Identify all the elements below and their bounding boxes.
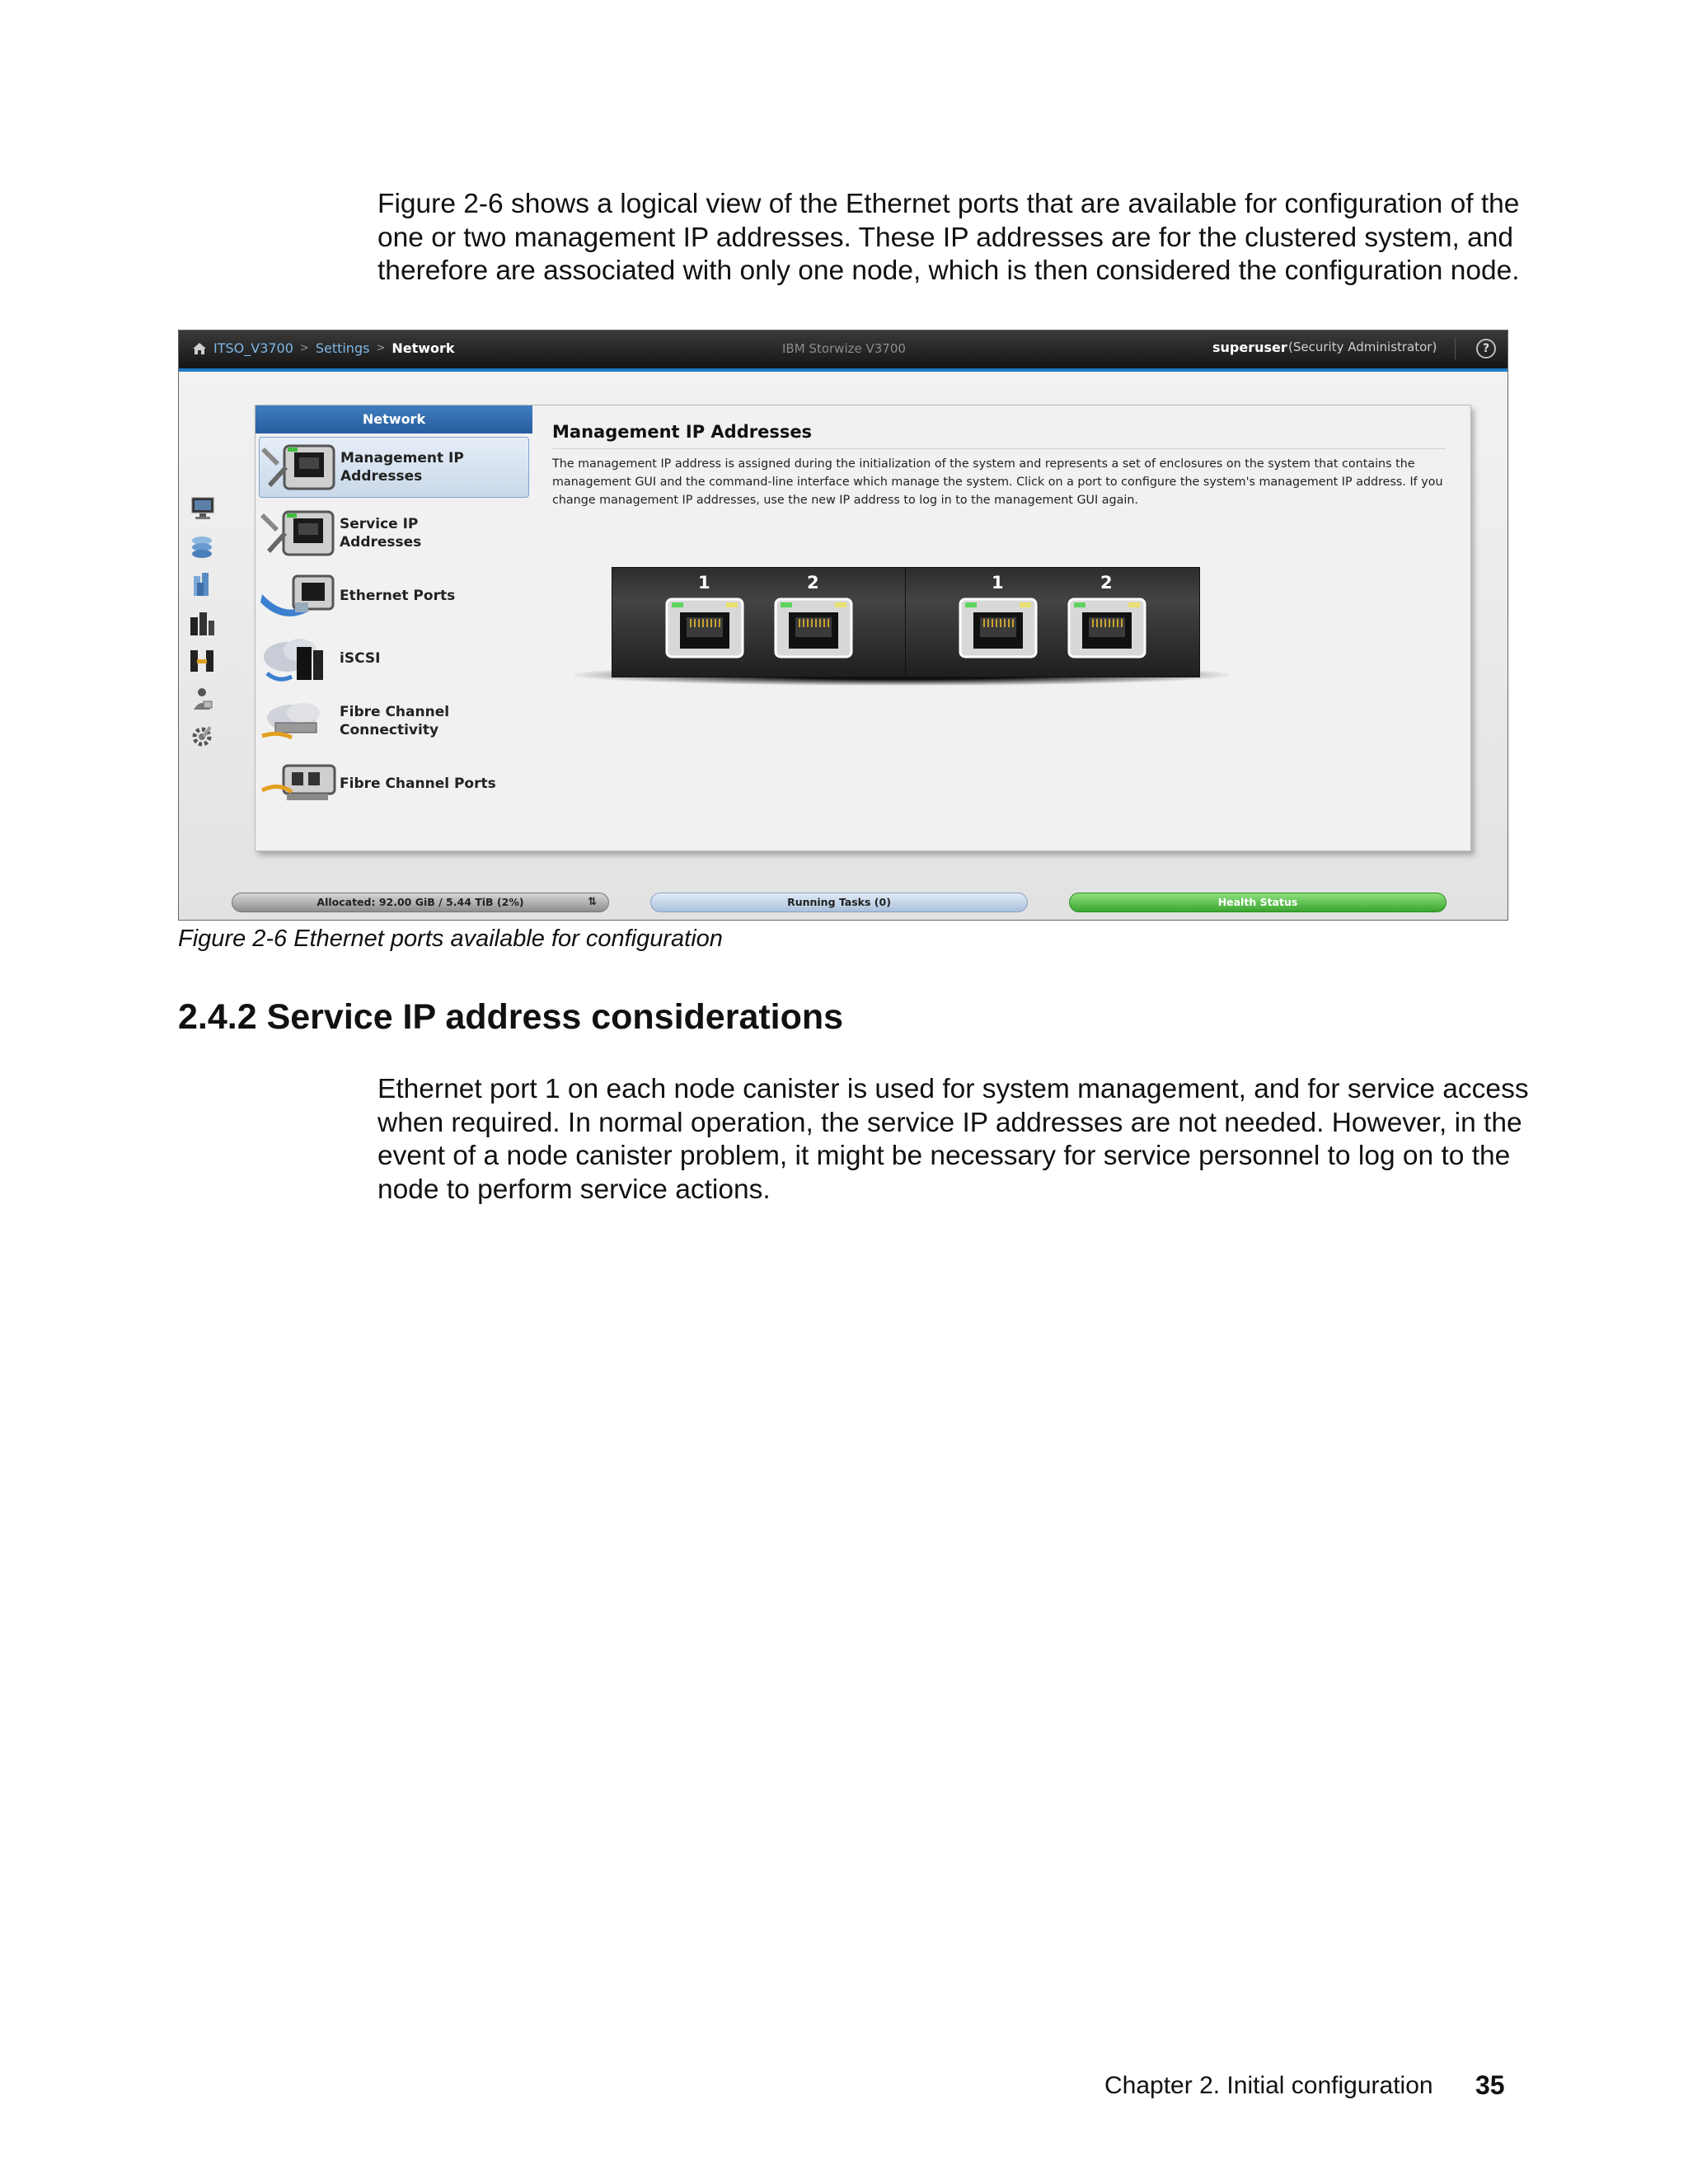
nav-item-management-ip-addresses[interactable] — [259, 437, 529, 498]
content-title: Management IP Addresses — [552, 422, 813, 442]
service-ip-icon — [259, 507, 340, 560]
footer-chapter: Chapter 2. Initial configuration — [1104, 2072, 1433, 2099]
nav-item-service-ip-addresses[interactable] — [259, 503, 529, 564]
pools-icon[interactable] — [187, 533, 217, 561]
nav-label: Ethernet Ports — [340, 588, 456, 604]
nav-label: Service IP Addresses — [340, 516, 422, 551]
content-description: The management IP address is assigned during the initialization of the system and represents a set of enclosures on the system that contains the management GUI and the command-line interface which manage the system. Click on a port to configure the system's management IP address. If you change management IP addresses, use the new IP address to log in to the management GUI again. — [552, 457, 1443, 507]
ethernet-port-icon[interactable] — [665, 598, 744, 658]
settings-icon[interactable] — [187, 723, 217, 751]
product-name: IBM Storwize V3700 — [782, 341, 906, 356]
nav-label: iSCSI — [340, 650, 381, 667]
monitor-icon[interactable] — [187, 495, 217, 523]
nav-label: Management IP Addresses — [340, 450, 464, 485]
nav-label: Fibre Channel Connectivity — [340, 704, 450, 738]
user-name[interactable]: superuser — [1212, 340, 1287, 355]
nav-item-iscsi[interactable] — [259, 628, 529, 689]
toggle-arrows-icon[interactable]: ⇅ — [588, 896, 597, 908]
intro-paragraph: Figure 2-6 shows a logical view of the Ethernet ports that are available for configuration of the one or two management IP addresses. These IP addresses are for the clustered system, and therefore are associated with only one node, which is then considered the configuration node. — [377, 189, 1520, 286]
port-number: 2 — [807, 573, 819, 593]
allocated-capacity-bar[interactable] — [232, 893, 609, 912]
node-canister-2 — [905, 567, 1200, 677]
divider — [552, 448, 1446, 449]
breadcrumb-system[interactable]: ITSO_V3700 — [213, 340, 293, 356]
divider — [1455, 338, 1456, 359]
nav-item-fibre-channel-ports[interactable] — [259, 753, 529, 814]
access-icon[interactable] — [187, 685, 217, 713]
network-panel — [255, 405, 1471, 851]
home-icon[interactable] — [192, 342, 207, 355]
breadcrumb-separator: > — [376, 342, 386, 354]
page-number: 35 — [1475, 2070, 1505, 2100]
help-icon[interactable]: ? — [1476, 339, 1496, 359]
breadcrumb — [192, 340, 455, 356]
section-paragraph: Ethernet port 1 on each node canister is used for system management, and for service access when required. In normal operation, the service IP addresses are not needed. However, in the event of a node canister problem, it might be necessary for service personnel to log on to the node to perform service actions. — [377, 1074, 1529, 1205]
function-rail — [187, 495, 223, 761]
hosts-icon[interactable] — [187, 609, 217, 637]
nav-header: Network — [256, 405, 532, 434]
port-number: 1 — [992, 573, 1004, 593]
breadcrumb-settings[interactable]: Settings — [315, 340, 370, 356]
enclosure — [574, 567, 1230, 679]
volumes-icon[interactable] — [187, 571, 217, 599]
ethernet-ports-icon — [259, 569, 340, 622]
breadcrumb-separator: > — [299, 342, 309, 354]
fibre-channel-ports-icon — [259, 757, 340, 810]
ethernet-port-icon[interactable] — [1067, 598, 1146, 658]
fibre-channel-connectivity-icon — [259, 695, 340, 748]
copy-services-icon[interactable] — [187, 647, 217, 675]
running-tasks-bar[interactable]: Running Tasks (0) — [650, 893, 1028, 912]
port-number: 2 — [1100, 573, 1113, 593]
figure-caption: Figure 2-6 Ethernet ports available for configuration — [178, 926, 723, 952]
user-role: (Security Administrator) — [1288, 340, 1437, 354]
nav-item-fibre-channel-connectivity[interactable] — [259, 691, 529, 752]
network-settings-screenshot — [178, 330, 1508, 921]
node-canister-1 — [612, 567, 907, 677]
iscsi-icon — [259, 632, 340, 685]
port-number: 1 — [698, 573, 710, 593]
health-status-bar[interactable]: Health Status — [1069, 893, 1447, 912]
top-bar — [179, 330, 1507, 372]
allocated-capacity-label: Allocated: 92.00 GiB / 5.44 TiB (2%) — [316, 896, 524, 908]
management-ip-icon — [260, 441, 340, 494]
ethernet-port-icon[interactable] — [774, 598, 853, 658]
status-bar — [179, 888, 1507, 917]
nav-item-ethernet-ports[interactable] — [259, 565, 529, 626]
nav-label: Fibre Channel Ports — [340, 776, 496, 792]
breadcrumb-network: Network — [392, 340, 455, 356]
section-title: 2.4.2 Service IP address considerations — [178, 997, 844, 1037]
ethernet-port-icon[interactable] — [959, 598, 1038, 658]
